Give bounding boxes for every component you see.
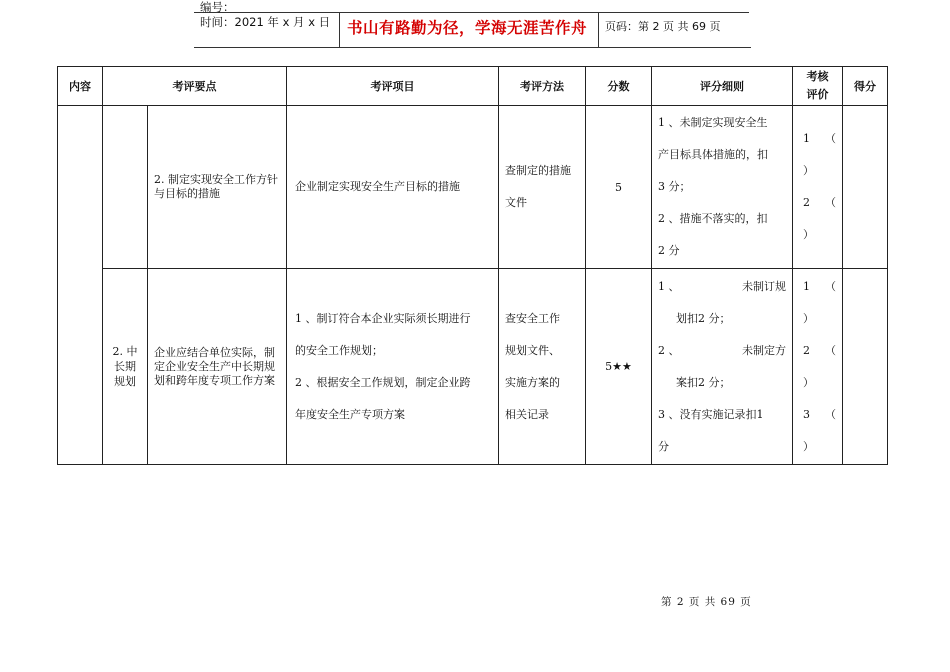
- header-separator: [339, 12, 340, 47]
- assessment-table: [57, 66, 888, 465]
- item-cell: 1 、制订符合本企业实际须长期进行 的安全工作规划； 2 、根据安全工作规划，制定企业跨 年度安全生产专项方案: [287, 269, 499, 465]
- col-header-points-got: 得分: [843, 67, 888, 106]
- method-cell: 查制定的措施文件: [499, 106, 586, 269]
- content-cell: [58, 106, 103, 465]
- table-header-row: [58, 67, 888, 106]
- points-got-cell: [843, 106, 888, 269]
- header-left: [200, 0, 330, 30]
- col-header-method: 考评方法: [499, 67, 586, 106]
- header-separator: [598, 12, 599, 47]
- header-motto: 书山有路勤为径，学海无涯苦作舟: [347, 19, 588, 37]
- doc-number-label: 编号：: [200, 0, 235, 14]
- detail-cell: 1 、未制定实现安全生 产目标具体措施的，扣 3 分； 2 、措施不落实的，扣 2 分: [652, 106, 793, 269]
- col-header-rating: 考核评价: [793, 67, 843, 106]
- point-cell: 2. 制定实现安全工作方针与目标的措施: [148, 106, 287, 269]
- method-cell: 查安全工作 规划文件、 实施方案的 相关记录: [499, 269, 586, 465]
- col-header-detail: 评分细则: [652, 67, 793, 106]
- evaluation-cell: 1 （ ） 2 （ ）: [793, 106, 843, 269]
- col-header-content: 内容: [58, 67, 103, 106]
- page-footer: 第 2 页 共 69 页: [661, 596, 752, 608]
- col-header-score: 分数: [586, 67, 652, 106]
- point-number-cell: [103, 106, 148, 269]
- table-row: [58, 106, 888, 269]
- score-cell: 5★★: [586, 269, 652, 465]
- evaluation-cell: 1 （ ） 2 （ ） 3 （ ）: [793, 269, 843, 465]
- col-header-item: 考评项目: [287, 67, 499, 106]
- item-cell: 企业制定实现安全生产目标的措施: [287, 106, 499, 269]
- point-cell: 企业应结合单位实际，制定企业安全生产中长期规划和跨年度专项工作方案: [148, 269, 287, 465]
- table-row: [58, 269, 888, 465]
- header-bottom-rule: [194, 47, 751, 48]
- doc-time: 时间：2021 年 x 月 x 日: [200, 15, 331, 29]
- point-number-cell: 2. 中长期规划: [103, 269, 148, 465]
- header-page-code: 页码：第 2 页 共 69 页: [605, 20, 721, 33]
- col-header-point: 考评要点: [103, 67, 287, 106]
- score-cell: 5: [586, 106, 652, 269]
- points-got-cell: [843, 269, 888, 465]
- detail-cell: 1 、 未制订规 划扣2 分； 2 、 未制定方 案扣2 分； 3 、没有实施记录扣1 分: [652, 269, 793, 465]
